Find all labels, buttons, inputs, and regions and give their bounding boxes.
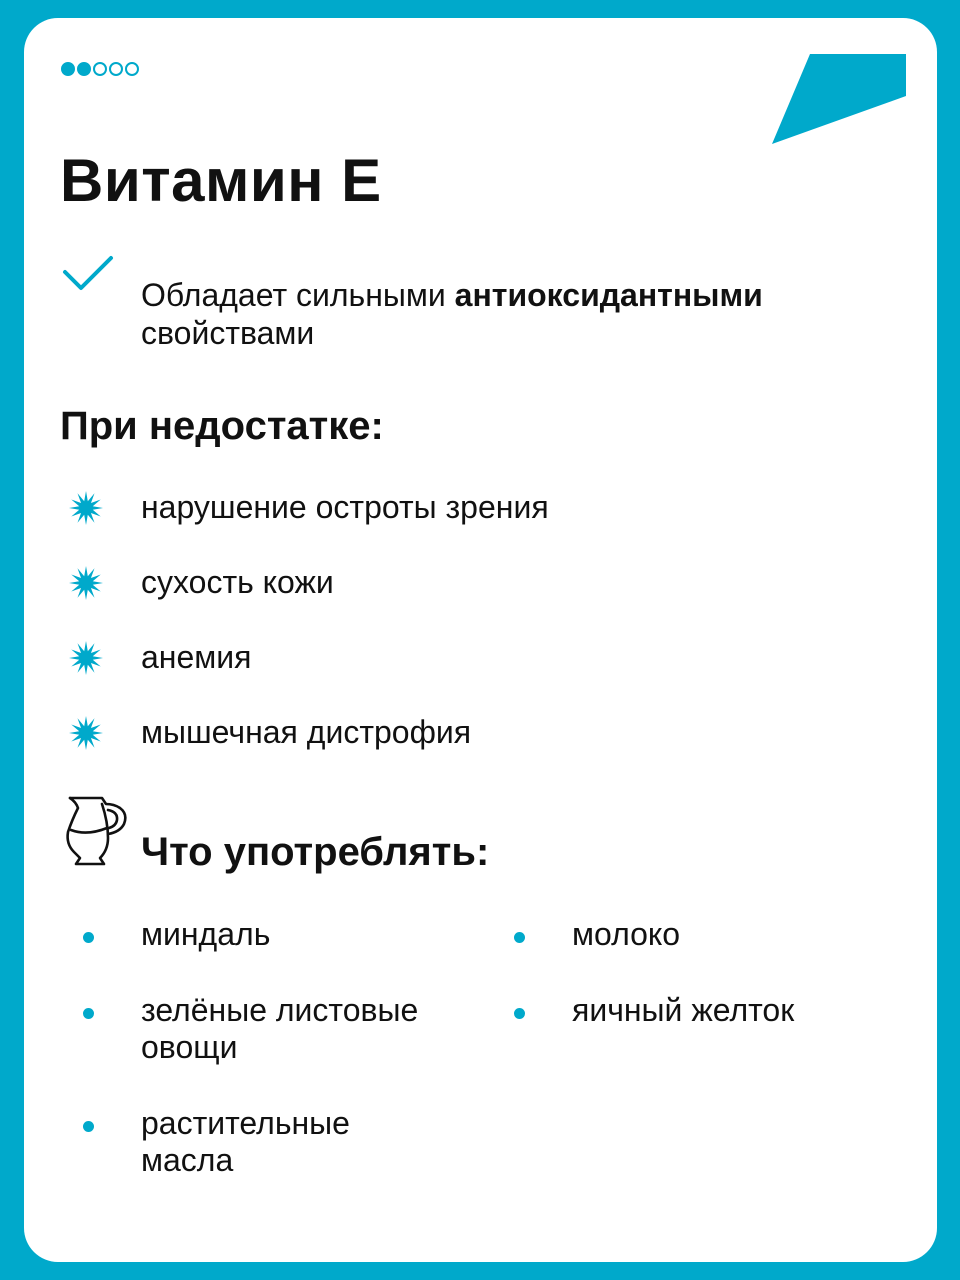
bullet-dot <box>514 932 525 943</box>
jug-icon <box>62 794 128 866</box>
symptom-item <box>24 488 924 528</box>
pagination-dot-3 <box>93 62 107 76</box>
pagination-dot-4 <box>109 62 123 76</box>
bullet-dot <box>514 1008 525 1019</box>
symptom-text: мышечная дистрофия <box>141 714 472 750</box>
symptom-item <box>24 563 924 603</box>
starburst-icon <box>68 640 104 676</box>
pagination-dots <box>61 62 139 76</box>
starburst-icon <box>68 565 104 601</box>
food-item <box>141 1105 431 1179</box>
food-item <box>572 916 902 953</box>
food-text: яичный желток <box>572 992 795 1028</box>
vitamin-property <box>141 276 911 352</box>
symptom-text: сухость кожи <box>141 564 334 600</box>
property-bold: антиоксидантными <box>454 277 763 313</box>
symptom-item <box>24 713 924 753</box>
food-text: растительные масла <box>141 1105 350 1178</box>
checkmark-icon <box>62 254 114 294</box>
food-text: миндаль <box>141 916 271 952</box>
page-title: Витамин E <box>60 147 382 214</box>
starburst-icon <box>68 490 104 526</box>
food-item <box>141 992 471 1066</box>
food-text: зелёные листовые овощи <box>141 992 419 1065</box>
property-prefix: Обладает сильными <box>141 277 455 313</box>
food-item <box>141 916 501 953</box>
consume-heading: Что употреблять: <box>141 830 490 874</box>
bullet-dot <box>83 1008 94 1019</box>
pagination-dot-5 <box>125 62 139 76</box>
symptom-text: анемия <box>141 639 252 675</box>
food-item <box>572 992 902 1029</box>
deficiency-heading: При недостатке: <box>60 404 384 448</box>
symptom-item <box>24 638 924 678</box>
property-suffix: свойствами <box>141 315 315 351</box>
food-text: молоко <box>572 916 681 952</box>
bullet-dot <box>83 932 94 943</box>
pagination-dot-1 <box>61 62 75 76</box>
starburst-icon <box>68 715 104 751</box>
symptom-text: нарушение остроты зрения <box>141 489 549 525</box>
bullet-dot <box>83 1121 94 1132</box>
slide-card <box>24 18 937 1262</box>
pagination-dot-2 <box>77 62 91 76</box>
corner-decoration-icon <box>772 54 906 146</box>
